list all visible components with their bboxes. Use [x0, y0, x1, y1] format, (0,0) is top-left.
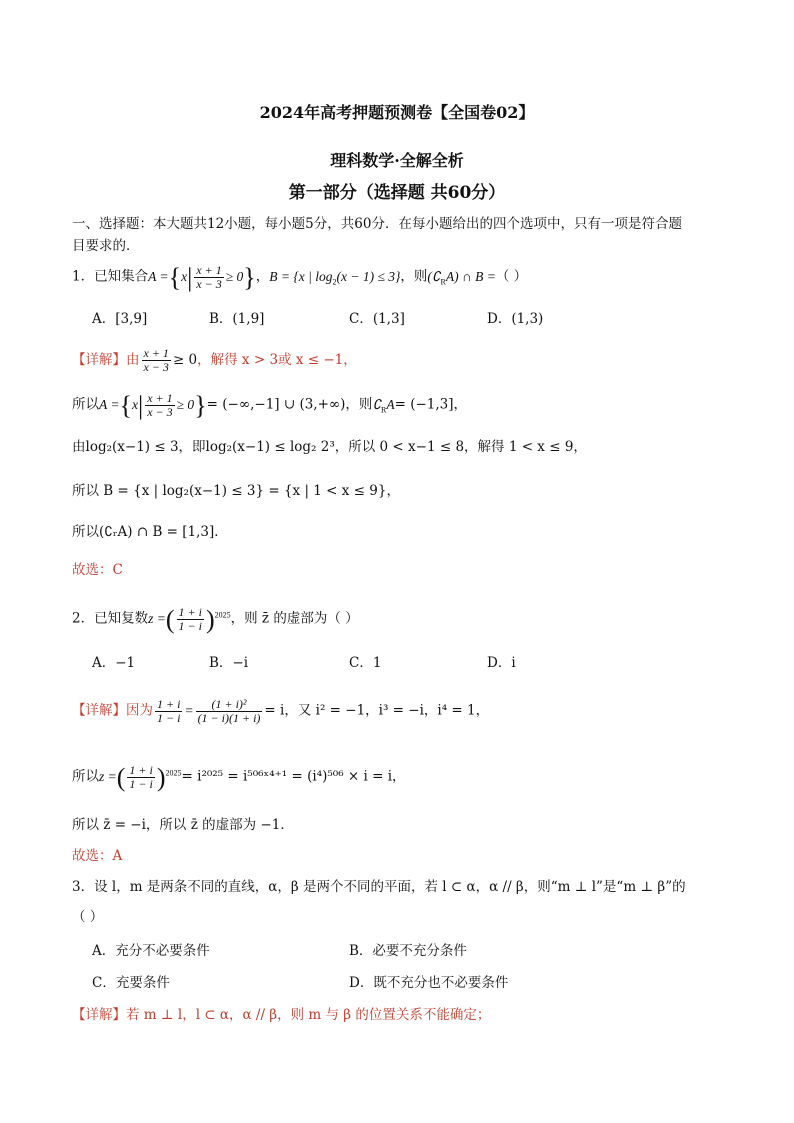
document-subtitle: 理科数学·全解全析 [330, 151, 464, 170]
q2-sol1-suffix: = i，又 i² = −1，i³ = −i，i⁴ = 1， [264, 702, 490, 719]
q1-option-b[interactable]: B．(1,9] [209, 311, 265, 327]
q3-option-c[interactable]: C．充要条件 [92, 975, 170, 991]
q1-option-a[interactable]: A．[3,9] [92, 311, 148, 327]
q2-option-c[interactable]: C．1 [349, 655, 382, 671]
q2-answer: 故选：A [72, 848, 123, 864]
q2-solution-line-2: 所以z =( $\frac{1 + i}{1 - i}$ )$^{2025}$= i²⁰²⁵ = i⁵⁰⁶ˣ⁴⁺¹ = (i⁴)⁵⁰⁶ × i = i， [72, 762, 406, 792]
q1-answer: 故选：C [72, 562, 123, 578]
q1-option-d[interactable]: D．(1,3) [487, 311, 544, 327]
question-2-stem [72, 604, 359, 633]
complex-z-definition: z =( $\frac{1 + i}{1 - i}$ )$^{2025}$ [148, 604, 231, 634]
intro-line-1: 一、选择题：本大题共12小题，每小题5分，共60分．在每小题给出的四个选项中，只有一项是符合题 [72, 216, 682, 232]
q2-solution-line-1: 【详解】因为 $\frac{1 + i}{1 - i}$ = $\frac{\text{(1 + i)²}}{(1 - i)(1 + i)}$ = i，又 i² = −1，i³ = −i，i⁴ = 1， [72, 697, 490, 725]
q3-sol1-text: 若 m ⊥ l，l ⊂ α，α // β，则 m 与 β 的位置关系不能确定； [126, 1007, 491, 1023]
question-1-prefix: 1．已知集合 [72, 268, 149, 285]
q2-solution-line-3: 所以 z̄ = −i，所以 z̄ 的虚部为 −1． [72, 817, 294, 833]
q1-solution-line-4: 所以 B = {x | log₂(x−1) ≤ 3} = {x | 1 < x ≤ 9}， [72, 483, 400, 499]
q2-sol2-prefix: 所以 [72, 768, 99, 785]
q1-option-c[interactable]: C．(1,3] [349, 311, 405, 327]
section-heading: 第一部分（选择题 共60分） [288, 183, 506, 203]
q3-solution-label: 【详解】 [72, 1007, 126, 1023]
q2-option-a[interactable]: A．−1 [92, 655, 136, 671]
question-1-tail: （ ） [495, 268, 528, 285]
q2-option-b[interactable]: B．−i [209, 655, 249, 671]
q2-solution-label: 【详解】 [72, 702, 126, 719]
complement-expression: $(∁_RA)$ ∩ B = [427, 268, 496, 287]
set-a-definition: A ={x| $\frac{x + 1}{x - 3}$ ≥ 0} [148, 262, 256, 292]
q1-sol1-prefix: 由 [126, 352, 140, 368]
question-3-line-1: 3．设 l，m 是两条不同的直线，α，β 是两个不同的平面，若 l ⊂ α，α // β，则“m ⊥ l”是“m ⊥ β”的 [72, 879, 686, 895]
q3-option-a[interactable]: A．充分不必要条件 [92, 943, 210, 959]
q1-sol2-prefix: 所以 [72, 396, 99, 413]
q1-sol1-suffix: ，解得 x > 3或 x ≤ −1， [197, 352, 357, 368]
q1-sol2-middle: = (−∞,−1] ∪ (3,+∞)，则 [206, 396, 373, 413]
q1-solution-line-3: 由log₂(x−1) ≤ 3，即log₂(x−1) ≤ log₂ 2³，所以 0 < x−1 ≤ 8，解得 1 < x ≤ 9， [72, 439, 587, 455]
question-3-line-2: （ ） [72, 909, 104, 925]
question-1-stem: 1．已知集合A ={x| $\frac{x + 1}{x - 3}$ ≥ 0}，B = {x | $\log_2(x - 1) \le 3$}，则$(∁_RA)$ ∩ B =（ ） [72, 262, 528, 292]
q2-sol1-prefix: 因为 [126, 702, 153, 719]
q3-solution-line-1 [72, 1004, 490, 1026]
question-1-suffix: ，则 [400, 268, 428, 285]
q1-sol1-fraction: $\frac{x + 1}{x - 3}$ [143, 346, 169, 374]
document-title: 2024年高考押题预测卷【全国卷02】 [259, 103, 535, 122]
q1-solution-line-2: 所以A ={x| $\frac{x + 1}{x - 3}$ ≥ 0}= (−∞,−1] ∪ (3,+∞)，则$∁_RA= (-1,3]$， [72, 390, 468, 420]
intro-line-2: 目要求的． [72, 238, 140, 254]
q3-option-d[interactable]: D．既不充分也不必要条件 [349, 975, 509, 991]
q1-solution-line-5: 所以(∁ᵣA) ∩ B = [1,3]． [72, 524, 228, 540]
q2-option-d[interactable]: D．i [487, 655, 516, 671]
q1-solution-line-1: 【详解】由 $\frac{x + 1}{x - 3}$ ≥ 0，解得 x > 3或 x ≤ −1， [72, 346, 357, 374]
q1-solution-label: 【详解】 [72, 352, 126, 368]
q3-option-b[interactable]: B．必要不充分条件 [349, 943, 467, 959]
set-b-definition: B = {x | $\log_2(x - 1) \le 3$} [269, 268, 401, 287]
question-2-suffix: ，则 z̄ 的虚部为（ ） [230, 610, 359, 627]
question-2-prefix: 2．已知复数 [72, 610, 149, 627]
q1-sol2-suffix: = (−1,3]， [394, 396, 468, 413]
q2-sol2-suffix: = i²⁰²⁵ = i⁵⁰⁶ˣ⁴⁺¹ = (i⁴)⁵⁰⁶ × i = i， [181, 768, 406, 785]
